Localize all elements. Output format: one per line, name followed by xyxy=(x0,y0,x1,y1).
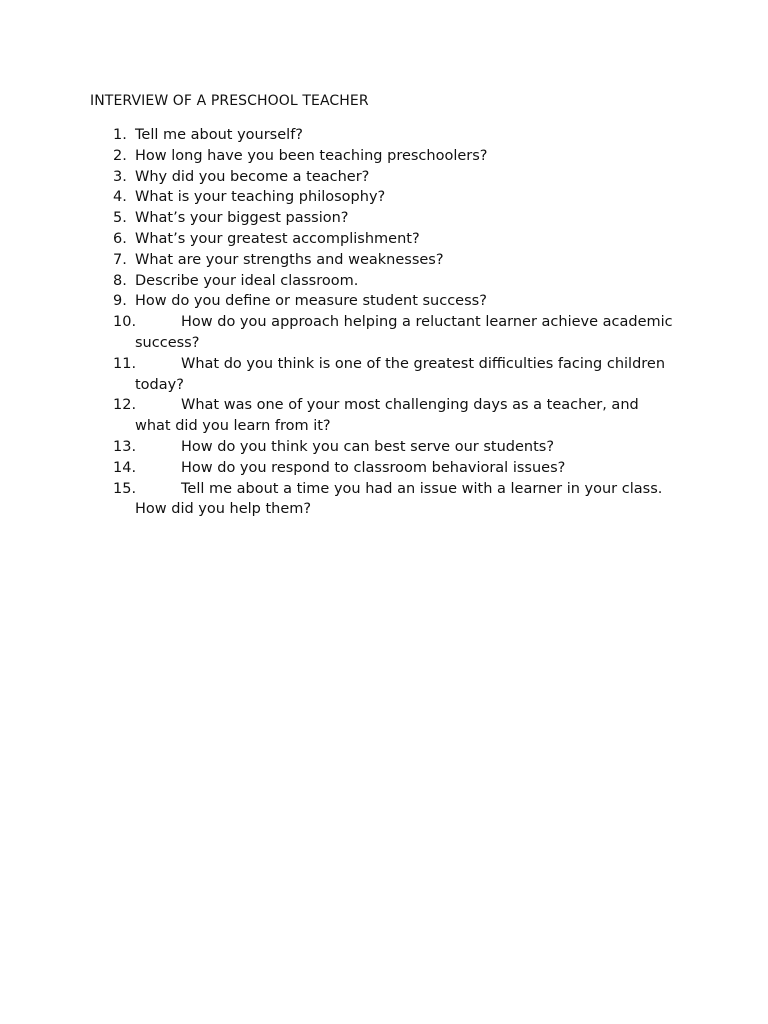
list-item xyxy=(0,250,675,271)
list-item xyxy=(0,146,675,167)
list-item-number: 3. xyxy=(113,168,127,185)
list-item-number: 7. xyxy=(113,251,127,268)
list-item-number: 1. xyxy=(113,127,127,143)
list-item-number: 9. xyxy=(113,293,127,310)
question-list xyxy=(0,125,768,520)
list-item xyxy=(0,167,675,188)
list-item-text: How long have you been teaching preschoolers? xyxy=(135,147,488,164)
list-item-text: How do you think you can best serve our students? xyxy=(181,438,555,455)
list-item-text: What’s your biggest passion? xyxy=(135,210,349,227)
list-item-text: Tell me about yourself? xyxy=(135,127,303,143)
list-item-text: What’s your greatest accomplishment? xyxy=(135,230,420,247)
list-item-number: 14. xyxy=(113,459,137,476)
list-item-number: 4. xyxy=(113,189,127,206)
list-item xyxy=(0,312,675,354)
list-item-number: 2. xyxy=(113,147,127,164)
list-item xyxy=(0,458,675,479)
list-item-text: Tell me about a time you had an issue with a learner in your class. How did you help them? xyxy=(135,480,663,518)
list-item-text: How do you respond to classroom behavioral issues? xyxy=(181,459,566,476)
list-item-number: 10. xyxy=(113,314,137,331)
list-item-number: 11. xyxy=(113,355,137,372)
list-item-number: 6. xyxy=(113,230,127,247)
list-item-text: Describe your ideal classroom. xyxy=(135,272,359,289)
list-item xyxy=(0,208,675,229)
list-item xyxy=(0,437,675,458)
list-item-number: 15. xyxy=(113,480,137,497)
list-item xyxy=(0,354,675,396)
list-item xyxy=(0,125,675,146)
list-item xyxy=(0,271,675,292)
list-item xyxy=(0,229,675,250)
list-item-text: What do you think is one of the greatest difficulties facing children today? xyxy=(135,355,666,393)
list-item xyxy=(0,291,675,312)
list-item xyxy=(0,395,675,437)
document-title: INTERVIEW OF A PRESCHOOL TEACHER xyxy=(90,93,369,109)
list-item-text: What was one of your most challenging days as a teacher, and what did you learn from it? xyxy=(135,397,639,435)
list-item-number: 12. xyxy=(113,397,137,414)
list-item-text: What are your strengths and weaknesses? xyxy=(135,251,444,268)
list-item-text: Why did you become a teacher? xyxy=(135,168,370,185)
list-item-number: 5. xyxy=(113,210,127,227)
list-item xyxy=(0,187,675,208)
list-item-number: 8. xyxy=(113,272,127,289)
list-item-text: How do you approach helping a reluctant learner achieve academic success? xyxy=(135,314,673,351)
list-item xyxy=(0,479,675,521)
list-item-text: What is your teaching philosophy? xyxy=(135,189,386,206)
list-item-number: 13. xyxy=(113,438,137,455)
list-item-text: How do you define or measure student success? xyxy=(135,293,487,310)
